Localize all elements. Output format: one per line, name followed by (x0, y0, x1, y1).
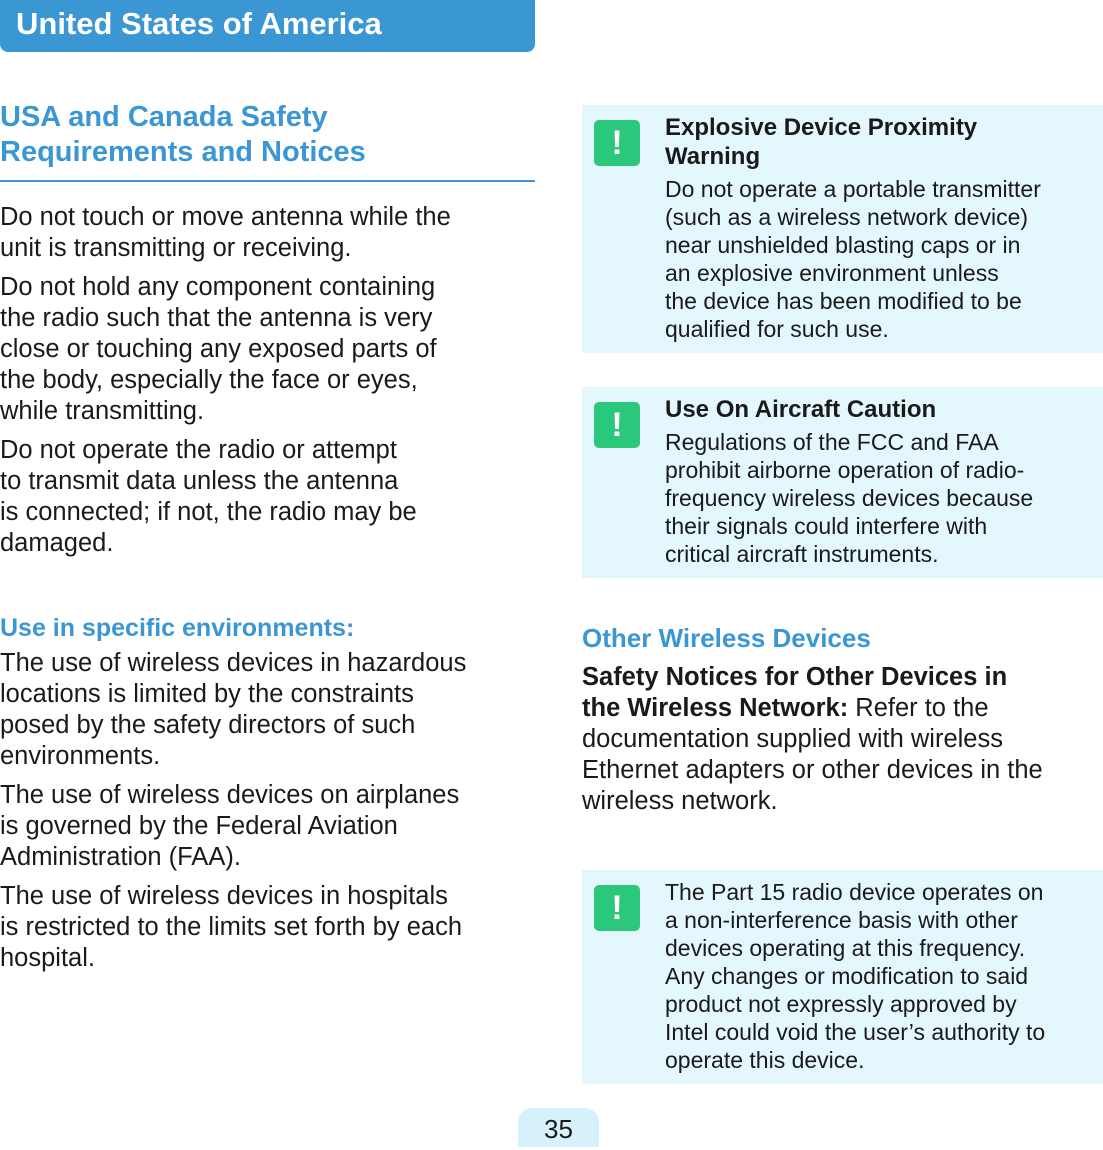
other-devices-paragraph: Safety Notices for Other Devices in the Wireless Network: Refer to the documentation supplied with wireless Ethernet adapters or other devices in the wireless network. (582, 663, 1043, 815)
other-devices-heading: Other Wireless Devices (582, 623, 871, 653)
part15-notice (582, 870, 1103, 1084)
section-banner (0, 0, 535, 52)
right-column (582, 105, 1103, 1084)
section-title-line: Requirements and Notices (0, 136, 366, 168)
airplanes-paragraph: The use of wireless devices on airplanes is governed by the Federal Aviation Administration (FAA). (0, 781, 460, 871)
transmit-paragraph: Do not operate the radio or attempt to transmit data unless the antenna is connected; if not, the radio may be damaged. (0, 436, 417, 557)
notice-title: Use On Aircraft Caution (665, 396, 937, 423)
component-paragraph: Do not hold any component containing the radio such that the antenna is very close or touching any exposed parts of the body, especially the face or eyes, while transmitting. (0, 273, 437, 425)
notice-title: Explosive Device Proximity Warning (665, 114, 978, 170)
notice-text: Regulations of the FCC and FAA prohibit airborne operation of radio- frequency wireless devices because their signals could interfere with critical aircraft instruments. (665, 429, 1034, 567)
warning-icon: ! (594, 402, 640, 448)
antenna-paragraph: Do not touch or move antenna while the unit is transmitting or receiving. (0, 203, 451, 262)
aircraft-caution-notice (582, 387, 1103, 578)
banner-title: United States of America (16, 6, 382, 41)
explosive-warning-notice (582, 105, 1103, 353)
section-title (0, 100, 535, 182)
section-title-line: USA and Canada Safety (0, 101, 328, 133)
warning-icon: ! (594, 885, 640, 931)
notice-text: Do not operate a portable transmitter (such as a wireless network device) near unshielded blasting caps or in an explosive environment unless the device has been modified to be qualified for such use. (665, 176, 1041, 342)
warning-icon: ! (594, 120, 640, 166)
notice-text: The Part 15 radio device operates on a non-interference basis with other devices operating at this frequency. Any changes or modification to said product not expressly approved by Intel could void the user’s authority to operate this device. (665, 879, 1046, 1073)
environments-heading: Use in specific environments: (0, 614, 355, 642)
hazardous-paragraph: The use of wireless devices in hazardous locations is limited by the constraints posed by the safety directors of such environments. (0, 649, 467, 770)
page-number: 35 (518, 1108, 599, 1147)
left-column (0, 100, 535, 982)
hospitals-paragraph: The use of wireless devices in hospitals is restricted to the limits set forth by each hospital. (0, 882, 463, 972)
